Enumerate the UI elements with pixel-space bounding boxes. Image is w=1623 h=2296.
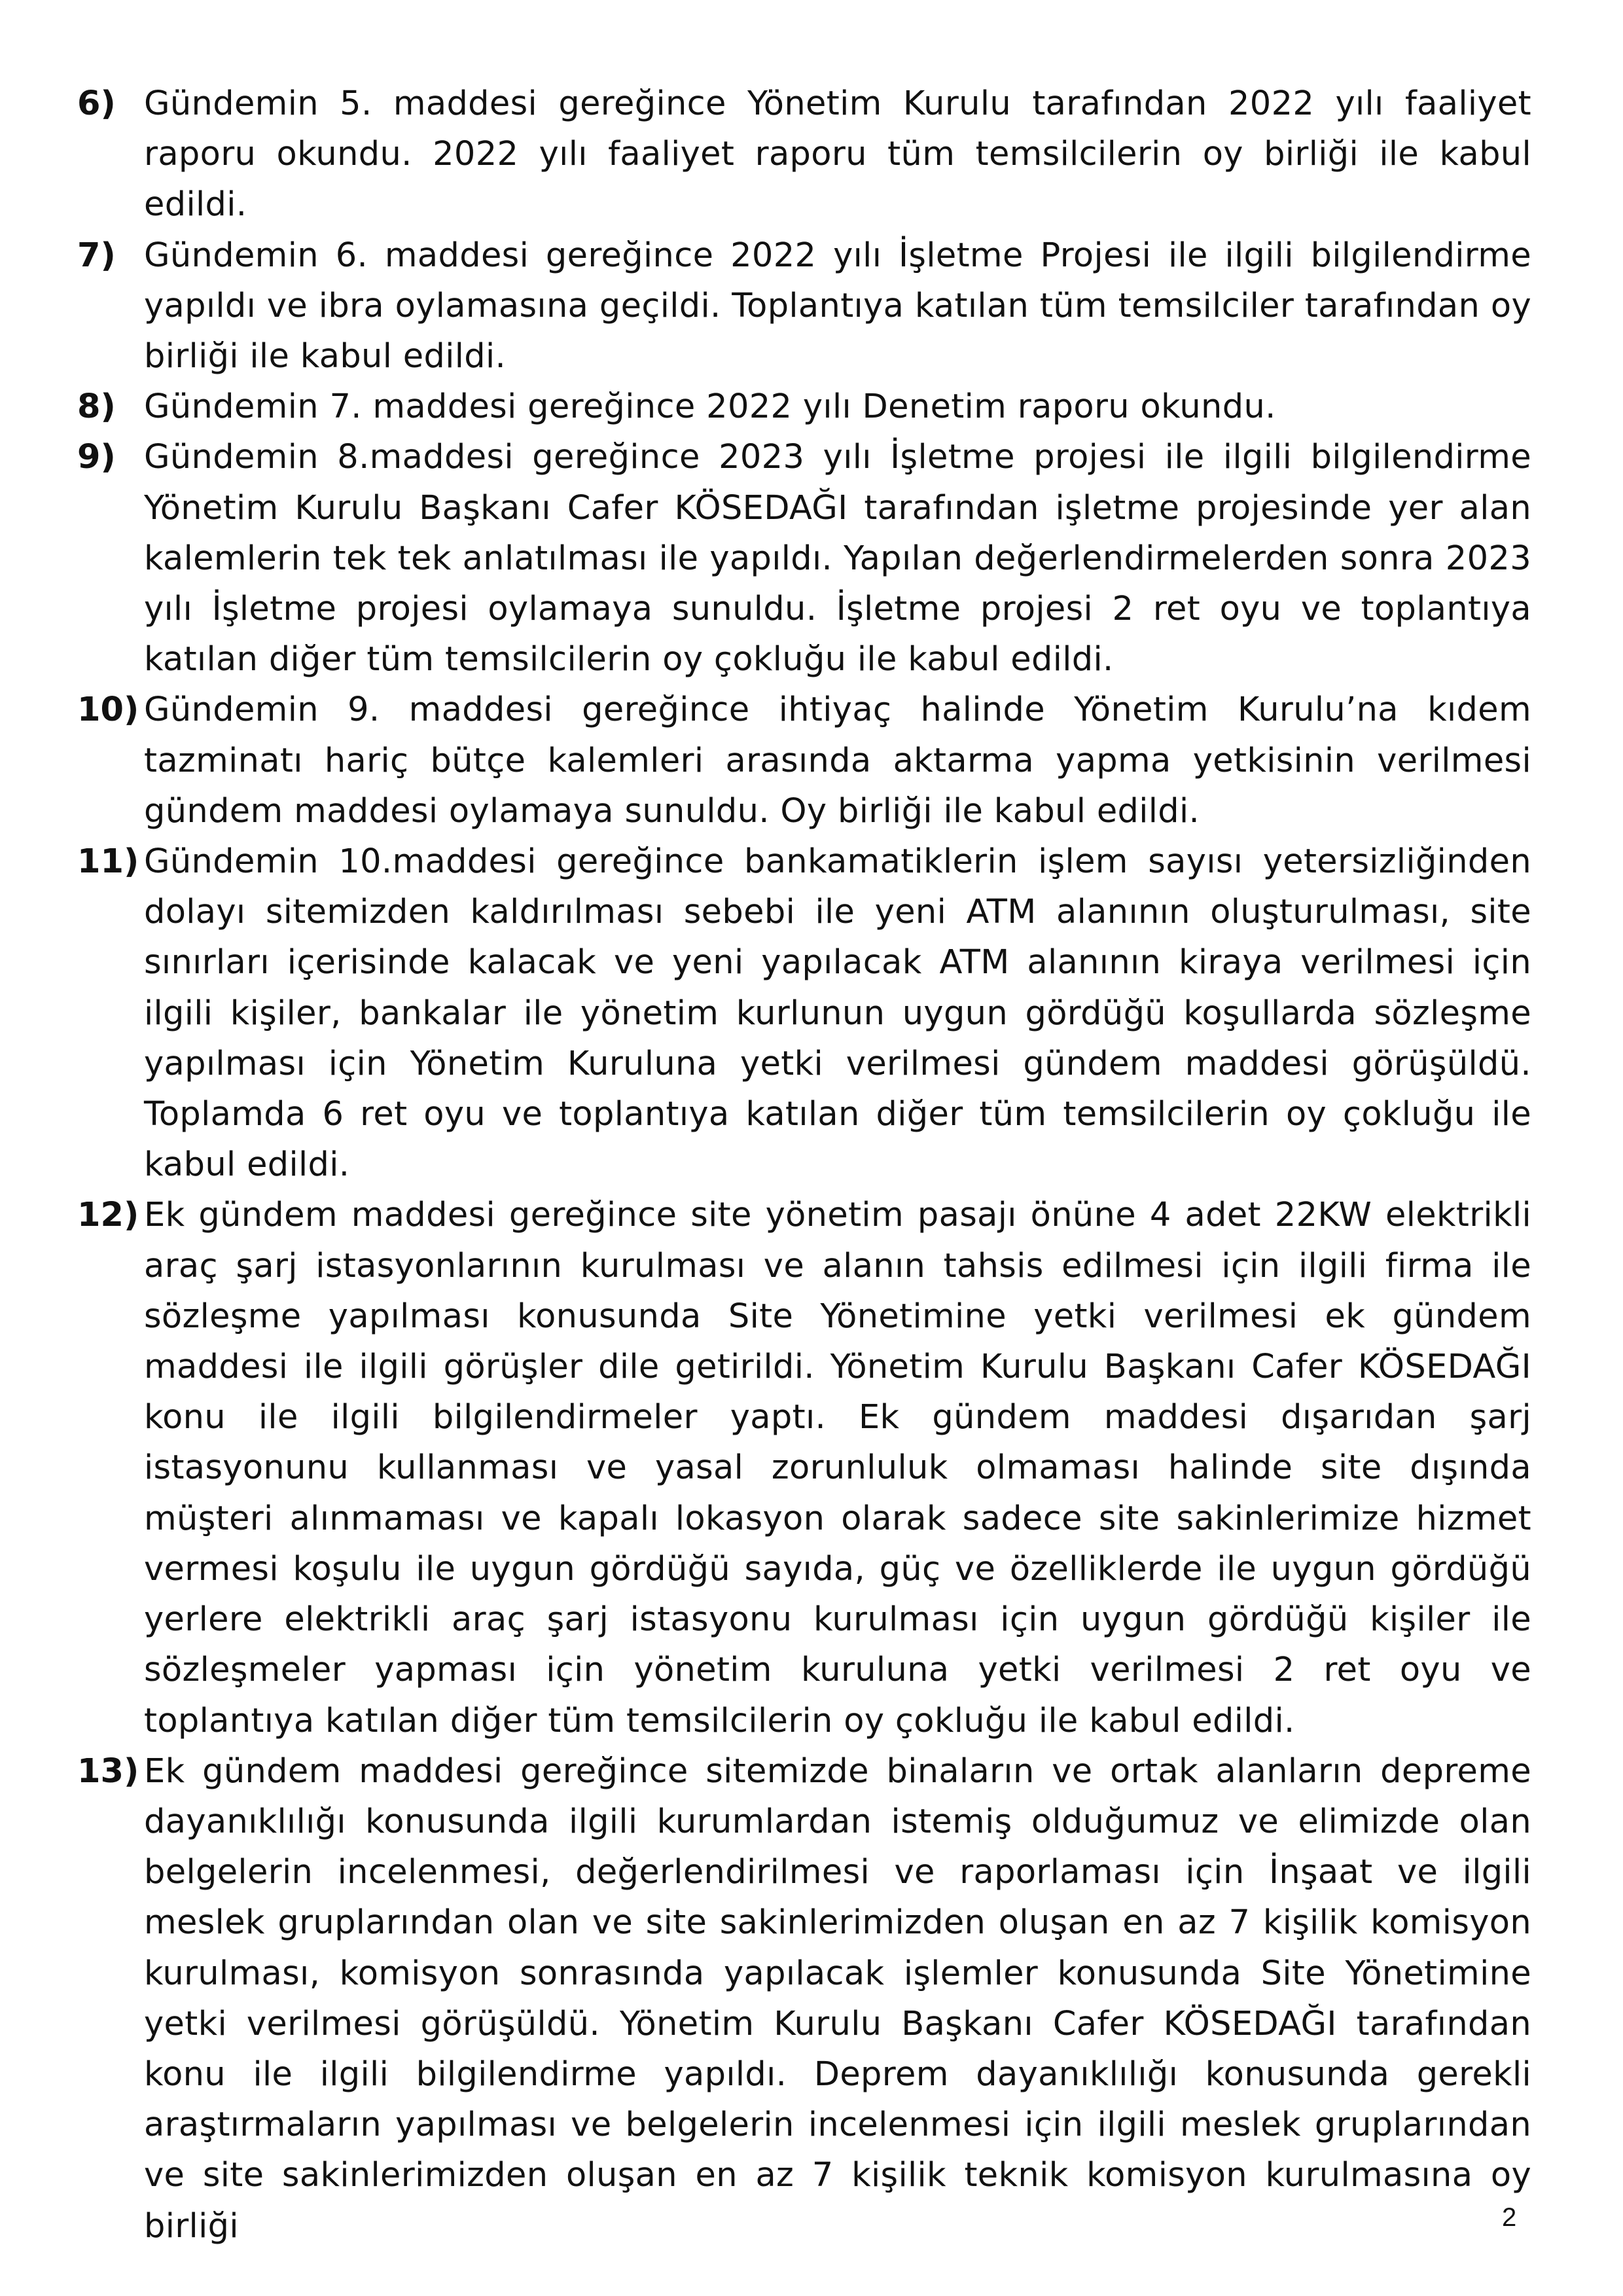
item-number: 8) bbox=[77, 387, 116, 427]
item-text: Gündemin 8.maddesi gereğince 2023 yılı İşletme projesi ile ilgili bilgilendirme Yönetim Kurulu Başkanı Cafer KÖSEDAĞI tarafından işletme projesinde yer alan kalemlerin tek tek anlatılması ile yapıldı. Yapılan değerlendirmelerden sonra 2023 yılı İşletme projesi oylamaya sunuldu. İşletme projesi 2 ret oyu ve toplantıya katılan diğer tüm temsilcilerin oy çokluğu ile kabul edildi. bbox=[144, 438, 1531, 679]
agenda-item-10 bbox=[77, 685, 1531, 836]
agenda-item-8 bbox=[77, 382, 1531, 432]
agenda-item-6 bbox=[77, 79, 1531, 230]
agenda-items-list bbox=[77, 79, 1531, 2251]
agenda-item-12 bbox=[77, 1190, 1531, 1746]
agenda-item-9 bbox=[77, 432, 1531, 685]
item-number: 11) bbox=[77, 842, 139, 882]
agenda-item-11 bbox=[77, 836, 1531, 1190]
item-number: 9) bbox=[77, 438, 116, 477]
item-text: Gündemin 10.maddesi gereğince bankamatiklerin işlem sayısı yetersizliğinden dolayı sitemizden kaldırılması sebebi ile yeni ATM alanının oluşturulması, site sınırları içerisinde kalacak ve yeni yapılacak ATM alanının kiraya verilmesi için ilgili kişiler, bankalar ile yönetim kurlunun uygun gördüğü koşullarda sözleşme yapılması için Yönetim Kuruluna yetki verilmesi gündem maddesi görüşüldü. Toplamda 6 ret oyu ve toplantıya katılan diğer tüm temsilcilerin oy çokluğu ile kabul edildi. bbox=[144, 842, 1531, 1185]
item-text: Gündemin 7. maddesi gereğince 2022 yılı Denetim raporu okundu. bbox=[144, 387, 1276, 427]
item-text: Gündemin 5. maddesi gereğince Yönetim Kurulu tarafından 2022 yılı faaliyet raporu okundu. 2022 yılı faaliyet raporu tüm temsilcilerin oy birliği ile kabul edildi. bbox=[144, 84, 1531, 224]
page-number: 2 bbox=[1502, 2203, 1517, 2232]
item-number: 12) bbox=[77, 1196, 139, 1235]
item-number: 10) bbox=[77, 691, 139, 730]
agenda-item-13 bbox=[77, 1746, 1531, 2251]
item-number: 6) bbox=[77, 84, 116, 123]
agenda-item-7 bbox=[77, 230, 1531, 382]
item-text: Ek gündem maddesi gereğince sitemizde binaların ve ortak alanların depreme dayanıklılığı konusunda ilgili kurumlardan istemiş olduğumuz ve elimizde olan belgelerin incelenmesi, değerlendirilmesi ve raporlaması için İnşaat ve ilgili meslek gruplarından olan ve site sakinlerimizden oluşan en az 7 kişilik komisyon kurulması, komisyon sonrasında yapılacak işlemler konusunda Site Yönetimine yetki verilmesi görüşüldü. Yönetim Kurulu Başkanı Cafer KÖSEDAĞI tarafından konu ile ilgili bilgilendirme yapıldı. Deprem dayanıklılığı konusunda gerekli araştırmaların yapılması ve belgelerin incelenmesi için ilgili meslek gruplarından ve site sakinlerimizden oluşan en az 7 kişilik teknik komisyon kurulmasına oy birliği bbox=[144, 1751, 1531, 2246]
item-number: 7) bbox=[77, 236, 116, 275]
item-text: Ek gündem maddesi gereğince site yönetim pasajı önüne 4 adet 22KW elektrikli araç şarj istasyonlarının kurulması ve alanın tahsis edilmesi için ilgili firma ile sözleşme yapılması konusunda Site Yönetimine yetki verilmesi ek gündem maddesi ile ilgili görüşler dile getirildi. Yönetim Kurulu Başkanı Cafer KÖSEDAĞI konu ile ilgili bilgilendirmeler yaptı. Ek gündem maddesi dışarıdan şarj istasyonunu kullanması ve yasal zorunluluk olmaması halinde site dışında müşteri alınmaması ve kapalı lokasyon olarak sadece site sakinlerimize hizmet vermesi koşulu ile uygun gördüğü sayıda, güç ve özelliklerde ile uygun gördüğü yerlere elektrikli araç şarj istasyonu kurulması için uygun gördüğü kişiler ile sözleşmeler yapması için yönetim kuruluna yetki verilmesi 2 ret oyu ve toplantıya katılan diğer tüm temsilcilerin oy çokluğu ile kabul edildi. bbox=[144, 1196, 1531, 1740]
item-number: 13) bbox=[77, 1751, 139, 1791]
item-text: Gündemin 6. maddesi gereğince 2022 yılı İşletme Projesi ile ilgili bilgilendirme yapıldı ve ibra oylamasına geçildi. Toplantıya katılan tüm temsilciler tarafından oy birliği ile kabul edildi. bbox=[144, 236, 1531, 376]
item-text: Gündemin 9. maddesi gereğince ihtiyaç halinde Yönetim Kurulu’na kıdem tazminatı hariç bütçe kalemleri arasında aktarma yapma yetkisinin verilmesi gündem maddesi oylamaya sunuldu. Oy birliği ile kabul edildi. bbox=[144, 691, 1531, 831]
